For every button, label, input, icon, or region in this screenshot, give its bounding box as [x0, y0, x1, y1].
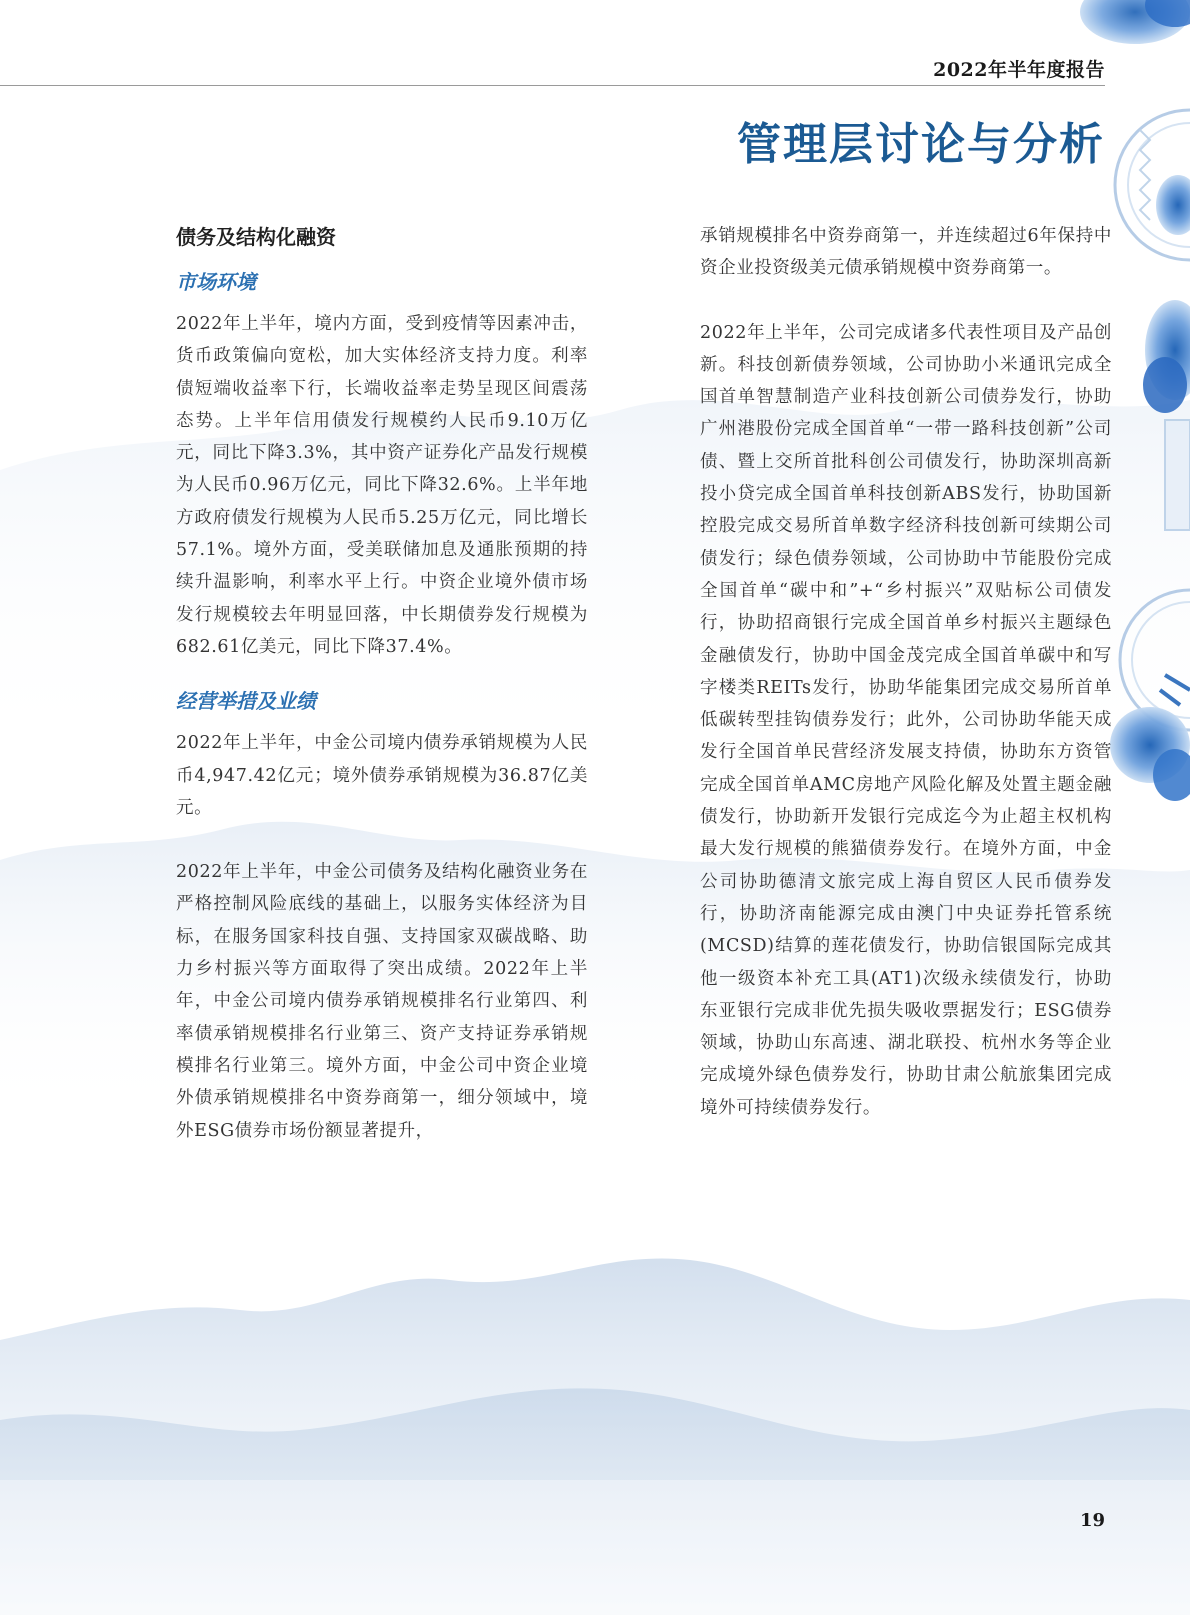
report-title: 2022年半年度报告	[933, 59, 1105, 81]
subheading-market-environment: 市场环境	[176, 270, 256, 294]
section-heading: 债务及结构化融资	[176, 225, 336, 249]
paragraph-business-achievements: 2022年上半年，中金公司债务及结构化融资业务在严格控制风险底线的基础上，以服务实体经济为目标，在服务国家科技自强、支持国家双碳战略、助力乡村振兴等方面取得了突出成绩。2022年上半年，中金公司境内债券承销规模排名行业第四、利率债承销规模排名行业第三、资产支持证券承销规模排名行业第三。境外方面，中金公司中资企业境外债承销规模排名中资券商第一，细分领域中，境外ESG债券市场份额显著提升，	[176, 862, 588, 1141]
subheading-operations-performance: 经营举措及业绩	[176, 689, 316, 714]
paragraph-market-environment: 2022年上半年，境内方面，受到疫情等因素冲击，货币政策偏向宽松，加大实体经济支持力度。利率债短端收益率下行，长端收益率走势呈现区间震荡态势。上半年信用债发行规模约人民币9.10万亿元，同比下降3.3%，其中资产证券化产品发行规模为人民币0.96万亿元，同比下降32.6%。上半年地方政府债发行规模为人民币5.25万亿元，同比增长57.1%。境外方面，受美联储加息及通胀预期的持续升温影响，利率水平上行。中资企业境外债市场发行规模较去年明显回落，中长期债券发行规模为682.61亿美元，同比下降37.4%。	[176, 314, 588, 657]
paragraph-ranking-continued: 承销规模排名中资券商第一，并连续超过6年保持中资企业投资级美元债承销规模中资券商第一。	[700, 226, 1112, 279]
right-column	[700, 220, 1112, 1124]
header-divider	[0, 85, 1105, 86]
left-column	[176, 220, 588, 1147]
section-title: 管理层讨论与分析	[737, 119, 1105, 170]
paragraph-representative-projects: 2022年上半年，公司完成诸多代表性项目及产品创新。科技创新债券领域，公司协助小米通讯完成全国首单智慧制造产业科技创新公司债券发行，协助广州港股份完成全国首单“一带一路科技创新”公司债、暨上交所首批科创公司债发行，协助深圳高新投小贷完成全国首单科技创新ABS发行，协助国新控股完成交易所首单数字经济科技创新可续期公司债发行；绿色债券领域，公司协助中节能股份完成全国首单“碳中和”+“乡村振兴”双贴标公司债发行，协助招商银行完成全国首单乡村振兴主题绿色金融债发行，协助中国金茂完成全国首单碳中和写字楼类REITs发行，协助华能集团完成交易所首单低碳转型挂钩债券发行；此外，公司协助华能天成发行全国首单民营经济发展支持债，协助东方资管完成全国首单AMC房地产风险化解及处置主题金融债发行，协助新开发银行完成迄今为止超主权机构最大发行规模的熊猫债券发行。在境外方面，中金公司协助德清文旅完成上海自贸区人民币债券发行，协助济南能源完成由澳门中央证券托管系统(MCSD)结算的莲花债发行，协助信银国际完成其他一级资本补充工具(AT1)次级永续债发行，协助东亚银行完成非优先损失吸收票据发行；ESG债券领域，协助山东高速、湖北联投、杭州水务等企业完成境外绿色债券发行，协助甘肃公航旅集团完成境外可持续债券发行。	[700, 322, 1112, 1118]
page-number: 19	[1079, 1510, 1105, 1531]
flower-upper	[1156, 175, 1190, 235]
paragraph-underwriting-volume: 2022年上半年，中金公司境内债券承销规模为人民币4,947.42亿元；境外债券承销规模为36.87亿美元。	[176, 733, 588, 818]
